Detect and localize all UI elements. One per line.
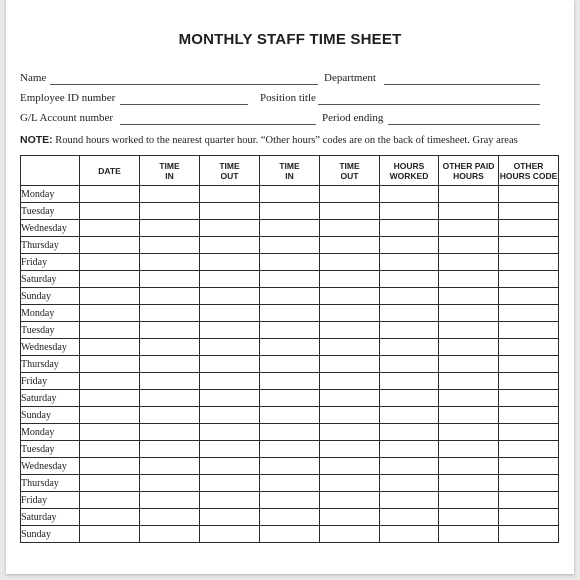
hours-worked-cell[interactable] <box>380 424 439 441</box>
note-label: NOTE: <box>20 134 53 146</box>
timesheet-page <box>6 0 574 574</box>
time-out-2-cell[interactable] <box>320 407 380 424</box>
table-row <box>21 186 559 203</box>
hours-worked-cell[interactable] <box>380 390 439 407</box>
time-out-2-cell[interactable] <box>320 339 380 356</box>
name-department-row <box>20 72 540 88</box>
date-cell[interactable] <box>80 356 140 373</box>
date-cell[interactable] <box>80 186 140 203</box>
date-column-header <box>80 156 140 186</box>
date-cell[interactable] <box>80 288 140 305</box>
time-in-cell[interactable] <box>140 526 200 543</box>
other-paid-hours-cell[interactable] <box>439 492 499 509</box>
time-in-2-cell[interactable] <box>260 339 320 356</box>
time-out-cell[interactable] <box>200 254 260 271</box>
hours-worked-cell[interactable] <box>380 339 439 356</box>
other-paid-hours-cell[interactable] <box>439 441 499 458</box>
time-out-2-cell[interactable] <box>320 254 380 271</box>
other-hours-code-cell[interactable] <box>499 305 559 322</box>
day-cell: Wednesday <box>21 339 80 356</box>
time-out-2-cell[interactable] <box>320 492 380 509</box>
time-out-2-cell[interactable] <box>320 288 380 305</box>
time-out-cell[interactable] <box>200 526 260 543</box>
table-row <box>21 424 559 441</box>
time-out-2-cell[interactable] <box>320 356 380 373</box>
employee-id-field[interactable] <box>120 104 248 105</box>
date-cell[interactable] <box>80 407 140 424</box>
column-header-line1: TIME <box>159 160 180 171</box>
time-out-cell[interactable] <box>200 288 260 305</box>
time-out-2-cell[interactable] <box>320 526 380 543</box>
table-row <box>21 356 559 373</box>
time-out-cell[interactable] <box>200 186 260 203</box>
other-hours-code-cell[interactable] <box>499 220 559 237</box>
time-out-2-cell[interactable] <box>320 390 380 407</box>
date-cell[interactable] <box>80 373 140 390</box>
time-in-2-cell[interactable] <box>260 390 320 407</box>
time-out-cell[interactable] <box>200 305 260 322</box>
column-header-line2: OUT <box>220 170 239 181</box>
date-cell[interactable] <box>80 526 140 543</box>
date-cell[interactable] <box>80 441 140 458</box>
day-cell: Thursday <box>21 237 80 254</box>
time-in-2-cell[interactable] <box>260 237 320 254</box>
time-out-cell[interactable] <box>200 339 260 356</box>
other-hours-code-cell[interactable] <box>499 509 559 526</box>
time-in-2-column-header <box>260 156 320 186</box>
time-in-cell[interactable] <box>140 203 200 220</box>
period-ending-label: Period ending <box>322 112 384 124</box>
time-in-cell[interactable] <box>140 356 200 373</box>
other-paid-hours-cell[interactable] <box>439 305 499 322</box>
column-header-line2: IN <box>285 170 294 181</box>
hours-worked-cell[interactable] <box>380 271 439 288</box>
time-out-cell[interactable] <box>200 203 260 220</box>
date-cell[interactable] <box>80 475 140 492</box>
day-cell: Thursday <box>21 356 80 373</box>
day-cell: Sunday <box>21 407 80 424</box>
hours-worked-cell[interactable] <box>380 526 439 543</box>
other-paid-hours-cell[interactable] <box>439 237 499 254</box>
time-in-2-cell[interactable] <box>260 509 320 526</box>
column-header-line1: TIME <box>219 160 240 171</box>
other-hours-code-cell[interactable] <box>499 288 559 305</box>
time-out-cell[interactable] <box>200 373 260 390</box>
column-header-line2: WORKED <box>389 170 429 181</box>
table-row <box>21 492 559 509</box>
time-out-2-cell[interactable] <box>320 424 380 441</box>
time-out-cell[interactable] <box>200 220 260 237</box>
hours-worked-cell[interactable] <box>380 220 439 237</box>
hours-worked-column-header <box>380 156 439 186</box>
day-cell: Saturday <box>21 271 80 288</box>
time-in-2-cell[interactable] <box>260 407 320 424</box>
time-out-2-cell[interactable] <box>320 220 380 237</box>
other-paid-hours-cell[interactable] <box>439 186 499 203</box>
table-row <box>21 509 559 526</box>
position-title-field[interactable] <box>318 104 540 105</box>
time-in-cell[interactable] <box>140 220 200 237</box>
employee-position-row <box>20 92 540 108</box>
time-in-cell[interactable] <box>140 424 200 441</box>
date-cell[interactable] <box>80 509 140 526</box>
time-out-cell[interactable] <box>200 492 260 509</box>
hours-worked-cell[interactable] <box>380 356 439 373</box>
department-label: Department <box>324 72 376 84</box>
time-in-cell[interactable] <box>140 390 200 407</box>
time-in-cell[interactable] <box>140 322 200 339</box>
table-row <box>21 475 559 492</box>
date-cell[interactable] <box>80 458 140 475</box>
hours-worked-cell[interactable] <box>380 373 439 390</box>
other-paid-hours-cell[interactable] <box>439 509 499 526</box>
time-in-2-cell[interactable] <box>260 373 320 390</box>
day-cell: Saturday <box>21 390 80 407</box>
other-hours-code-cell[interactable] <box>499 339 559 356</box>
time-out-cell[interactable] <box>200 271 260 288</box>
time-out-2-cell[interactable] <box>320 186 380 203</box>
time-in-2-cell[interactable] <box>260 305 320 322</box>
table-row <box>21 203 559 220</box>
hours-worked-cell[interactable] <box>380 254 439 271</box>
time-out-cell[interactable] <box>200 237 260 254</box>
table-row <box>21 407 559 424</box>
time-out-cell[interactable] <box>200 441 260 458</box>
table-row <box>21 458 559 475</box>
other-hours-code-cell[interactable] <box>499 492 559 509</box>
other-hours-code-cell[interactable] <box>499 373 559 390</box>
time-out-cell[interactable] <box>200 356 260 373</box>
time-in-cell[interactable] <box>140 509 200 526</box>
other-paid-hours-cell[interactable] <box>439 390 499 407</box>
other-hours-code-cell[interactable] <box>499 237 559 254</box>
time-in-2-cell[interactable] <box>260 475 320 492</box>
day-cell: Tuesday <box>21 322 80 339</box>
time-out-2-cell[interactable] <box>320 322 380 339</box>
hours-worked-cell[interactable] <box>380 475 439 492</box>
hours-worked-cell[interactable] <box>380 305 439 322</box>
date-cell[interactable] <box>80 322 140 339</box>
day-cell: Sunday <box>21 526 80 543</box>
note-text <box>20 134 565 146</box>
day-cell: Friday <box>21 373 80 390</box>
table-row <box>21 254 559 271</box>
other-paid-hours-cell[interactable] <box>439 475 499 492</box>
other-paid-hours-cell[interactable] <box>439 458 499 475</box>
other-hours-code-cell[interactable] <box>499 458 559 475</box>
other-paid-hours-cell[interactable] <box>439 424 499 441</box>
time-out-2-cell[interactable] <box>320 373 380 390</box>
timesheet-table <box>20 155 559 543</box>
gl-account-label: G/L Account number <box>20 112 114 124</box>
table-row <box>21 271 559 288</box>
other-hours-code-cell[interactable] <box>499 356 559 373</box>
other-paid-hours-cell[interactable] <box>439 271 499 288</box>
time-in-2-cell[interactable] <box>260 492 320 509</box>
date-cell[interactable] <box>80 305 140 322</box>
column-header-line1: TIME <box>339 160 360 171</box>
header-row <box>21 156 559 186</box>
day-cell: Tuesday <box>21 203 80 220</box>
time-in-2-cell[interactable] <box>260 254 320 271</box>
other-hours-code-cell[interactable] <box>499 441 559 458</box>
time-in-cell[interactable] <box>140 305 200 322</box>
time-in-cell[interactable] <box>140 271 200 288</box>
table-body <box>21 186 559 543</box>
time-in-2-cell[interactable] <box>260 526 320 543</box>
time-out-2-cell[interactable] <box>320 509 380 526</box>
position-title-label: Position title <box>260 92 316 104</box>
day-cell: Monday <box>21 305 80 322</box>
day-cell: Friday <box>21 254 80 271</box>
column-header-line1: DATE <box>98 165 121 176</box>
time-in-cell[interactable] <box>140 407 200 424</box>
time-out-2-cell[interactable] <box>320 458 380 475</box>
name-label: Name <box>20 72 47 84</box>
other-hours-code-cell[interactable] <box>499 271 559 288</box>
time-in-2-cell[interactable] <box>260 322 320 339</box>
column-header-line1: TIME <box>279 160 300 171</box>
other-hours-code-cell[interactable] <box>499 254 559 271</box>
column-header-line2: IN <box>165 170 174 181</box>
time-out-2-cell[interactable] <box>320 237 380 254</box>
time-in-2-cell[interactable] <box>260 220 320 237</box>
time-in-2-cell[interactable] <box>260 458 320 475</box>
day-cell: Monday <box>21 424 80 441</box>
other-hours-code-cell[interactable] <box>499 186 559 203</box>
time-out-cell[interactable] <box>200 390 260 407</box>
time-in-cell[interactable] <box>140 492 200 509</box>
time-in-cell[interactable] <box>140 441 200 458</box>
time-in-cell[interactable] <box>140 288 200 305</box>
table-row <box>21 220 559 237</box>
other-paid-hours-cell[interactable] <box>439 220 499 237</box>
table-row <box>21 390 559 407</box>
time-out-cell[interactable] <box>200 407 260 424</box>
date-cell[interactable] <box>80 220 140 237</box>
table-row <box>21 237 559 254</box>
time-in-2-cell[interactable] <box>260 441 320 458</box>
time-out-cell[interactable] <box>200 475 260 492</box>
hours-worked-cell[interactable] <box>380 492 439 509</box>
hours-worked-cell[interactable] <box>380 322 439 339</box>
hours-worked-cell[interactable] <box>380 509 439 526</box>
page-title: MONTHLY STAFF TIME SHEET <box>178 31 402 48</box>
hours-worked-cell[interactable] <box>380 441 439 458</box>
column-header-line1: OTHER <box>513 160 544 171</box>
time-out-column-header <box>200 156 260 186</box>
other-hours-code-cell[interactable] <box>499 322 559 339</box>
day-column-header <box>21 156 80 186</box>
table-row <box>21 288 559 305</box>
time-in-2-cell[interactable] <box>260 203 320 220</box>
other-hours-code-cell[interactable] <box>499 390 559 407</box>
time-out-2-cell[interactable] <box>320 441 380 458</box>
hours-worked-cell[interactable] <box>380 203 439 220</box>
other-paid-hours-cell[interactable] <box>439 322 499 339</box>
other-hours-code-cell[interactable] <box>499 424 559 441</box>
other-paid-hours-cell[interactable] <box>439 526 499 543</box>
date-cell[interactable] <box>80 271 140 288</box>
hours-worked-cell[interactable] <box>380 288 439 305</box>
employee-id-label: Employee ID number <box>20 92 116 104</box>
day-cell: Tuesday <box>21 441 80 458</box>
other-hours-code-cell[interactable] <box>499 526 559 543</box>
date-cell[interactable] <box>80 492 140 509</box>
other-paid-hours-cell[interactable] <box>439 203 499 220</box>
day-cell: Wednesday <box>21 220 80 237</box>
day-cell: Wednesday <box>21 458 80 475</box>
table-row <box>21 305 559 322</box>
time-in-cell[interactable] <box>140 373 200 390</box>
day-cell: Sunday <box>21 288 80 305</box>
other-paid-hours-cell[interactable] <box>439 407 499 424</box>
column-header-line2: HOURS <box>453 170 484 181</box>
table-row <box>21 526 559 543</box>
hours-worked-cell[interactable] <box>380 186 439 203</box>
time-in-2-cell[interactable] <box>260 288 320 305</box>
other-paid-hours-cell[interactable] <box>439 373 499 390</box>
time-out-cell[interactable] <box>200 424 260 441</box>
table-row <box>21 441 559 458</box>
date-cell[interactable] <box>80 203 140 220</box>
other-hours-code-cell[interactable] <box>499 475 559 492</box>
time-in-cell[interactable] <box>140 237 200 254</box>
other-paid-hours-cell[interactable] <box>439 288 499 305</box>
date-cell[interactable] <box>80 237 140 254</box>
column-header-line2: HOURS CODE <box>499 170 558 181</box>
time-in-cell[interactable] <box>140 458 200 475</box>
day-cell: Saturday <box>21 509 80 526</box>
time-in-2-cell[interactable] <box>260 356 320 373</box>
day-cell: Friday <box>21 492 80 509</box>
column-header-line2: OUT <box>340 170 359 181</box>
time-in-2-cell[interactable] <box>260 424 320 441</box>
table-row <box>21 339 559 356</box>
time-in-2-cell[interactable] <box>260 186 320 203</box>
date-cell[interactable] <box>80 390 140 407</box>
time-in-cell[interactable] <box>140 186 200 203</box>
time-out-2-cell[interactable] <box>320 271 380 288</box>
hours-worked-cell[interactable] <box>380 458 439 475</box>
other-hours-code-column-header <box>499 156 559 186</box>
gl-account-field[interactable] <box>120 124 316 125</box>
time-in-cell[interactable] <box>140 475 200 492</box>
other-hours-code-cell[interactable] <box>499 203 559 220</box>
time-out-cell[interactable] <box>200 509 260 526</box>
time-in-column-header <box>140 156 200 186</box>
department-field[interactable] <box>384 84 540 85</box>
time-out-cell[interactable] <box>200 458 260 475</box>
other-paid-hours-cell[interactable] <box>439 254 499 271</box>
column-header-line1: HOURS <box>393 160 425 171</box>
table-row <box>21 373 559 390</box>
date-cell[interactable] <box>80 339 140 356</box>
name-field[interactable] <box>50 84 318 85</box>
day-cell: Thursday <box>21 475 80 492</box>
time-in-cell[interactable] <box>140 339 200 356</box>
time-out-2-column-header <box>320 156 380 186</box>
time-in-2-cell[interactable] <box>260 271 320 288</box>
other-paid-hours-column-header <box>439 156 499 186</box>
period-ending-field[interactable] <box>388 124 540 125</box>
date-cell[interactable] <box>80 424 140 441</box>
table-row <box>21 322 559 339</box>
time-out-2-cell[interactable] <box>320 305 380 322</box>
time-out-2-cell[interactable] <box>320 475 380 492</box>
date-cell[interactable] <box>80 254 140 271</box>
time-out-2-cell[interactable] <box>320 203 380 220</box>
column-header-line1: OTHER PAID <box>442 160 495 171</box>
account-period-row <box>20 112 540 128</box>
other-paid-hours-cell[interactable] <box>439 339 499 356</box>
hours-worked-cell[interactable] <box>380 407 439 424</box>
day-cell: Monday <box>21 186 80 203</box>
note-body: Round hours worked to the nearest quarter hour. “Other hours” codes are on the back of timesheet. Gray areas <box>55 135 518 146</box>
time-out-cell[interactable] <box>200 322 260 339</box>
time-in-cell[interactable] <box>140 254 200 271</box>
other-paid-hours-cell[interactable] <box>439 356 499 373</box>
other-hours-code-cell[interactable] <box>499 407 559 424</box>
hours-worked-cell[interactable] <box>380 237 439 254</box>
